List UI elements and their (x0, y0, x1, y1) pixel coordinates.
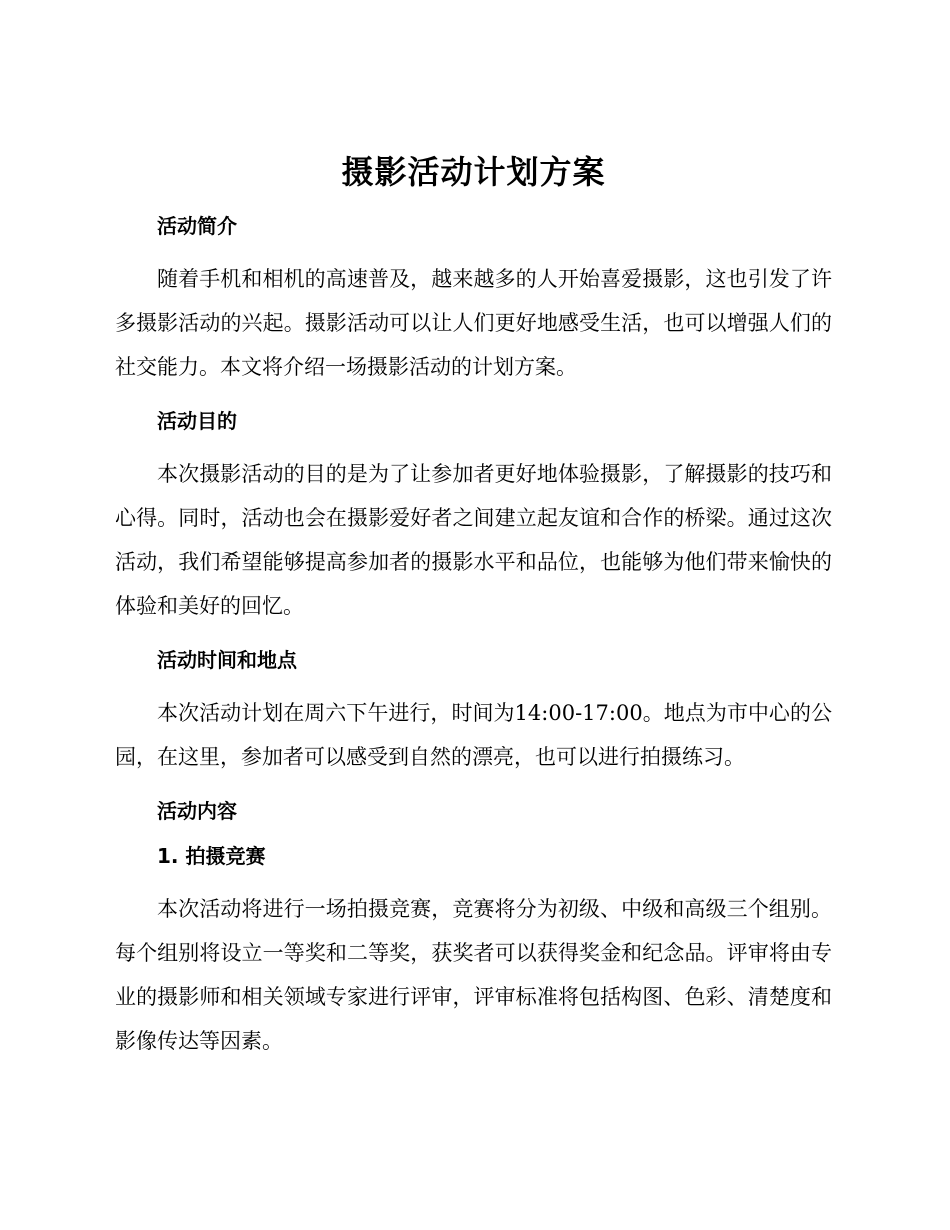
section-heading-content: 活动内容 (157, 799, 237, 823)
document-title: 摄影活动计划方案 (341, 153, 606, 191)
section-body-time-place: 本次活动计划在周六下午进行，时间为14:00-17:00。地点为市中心的公园，在这里，参加者可以感受到自然的漂亮，也可以进行拍摄练习。 (115, 701, 832, 769)
section-heading-contest: 1. 拍摄竞赛 (157, 844, 266, 868)
section-heading-purpose: 活动目的 (157, 409, 237, 433)
section-body-contest: 本次活动将进行一场拍摄竞赛，竞赛将分为初级、中级和高级三个组别。每个组别将设立一等奖和二等奖，获奖者可以获得奖金和纪念品。评审将由专业的摄影师和相关领域专家进行评审，评审标准将包括构图、色彩、清楚度和影像传达等因素。 (115, 897, 832, 1053)
section-heading-intro: 活动简介 (157, 214, 237, 238)
section-heading-time-place: 活动时间和地点 (157, 648, 297, 672)
section-body-intro: 随着手机和相机的高速普及，越来越多的人开始喜爱摄影，这也引发了许多摄影活动的兴起。摄影活动可以让人们更好地感受生活，也可以增强人们的社交能力。本文将介绍一场摄影活动的计划方案。 (115, 267, 832, 379)
section-body-purpose: 本次摄影活动的目的是为了让参加者更好地体验摄影，了解摄影的技巧和心得。同时，活动也会在摄影爱好者之间建立起友谊和合作的桥梁。通过这次活动，我们希望能够提高参加者的摄影水平和品位，也能够为他们带来愉快的体验和美好的回忆。 (115, 462, 832, 618)
